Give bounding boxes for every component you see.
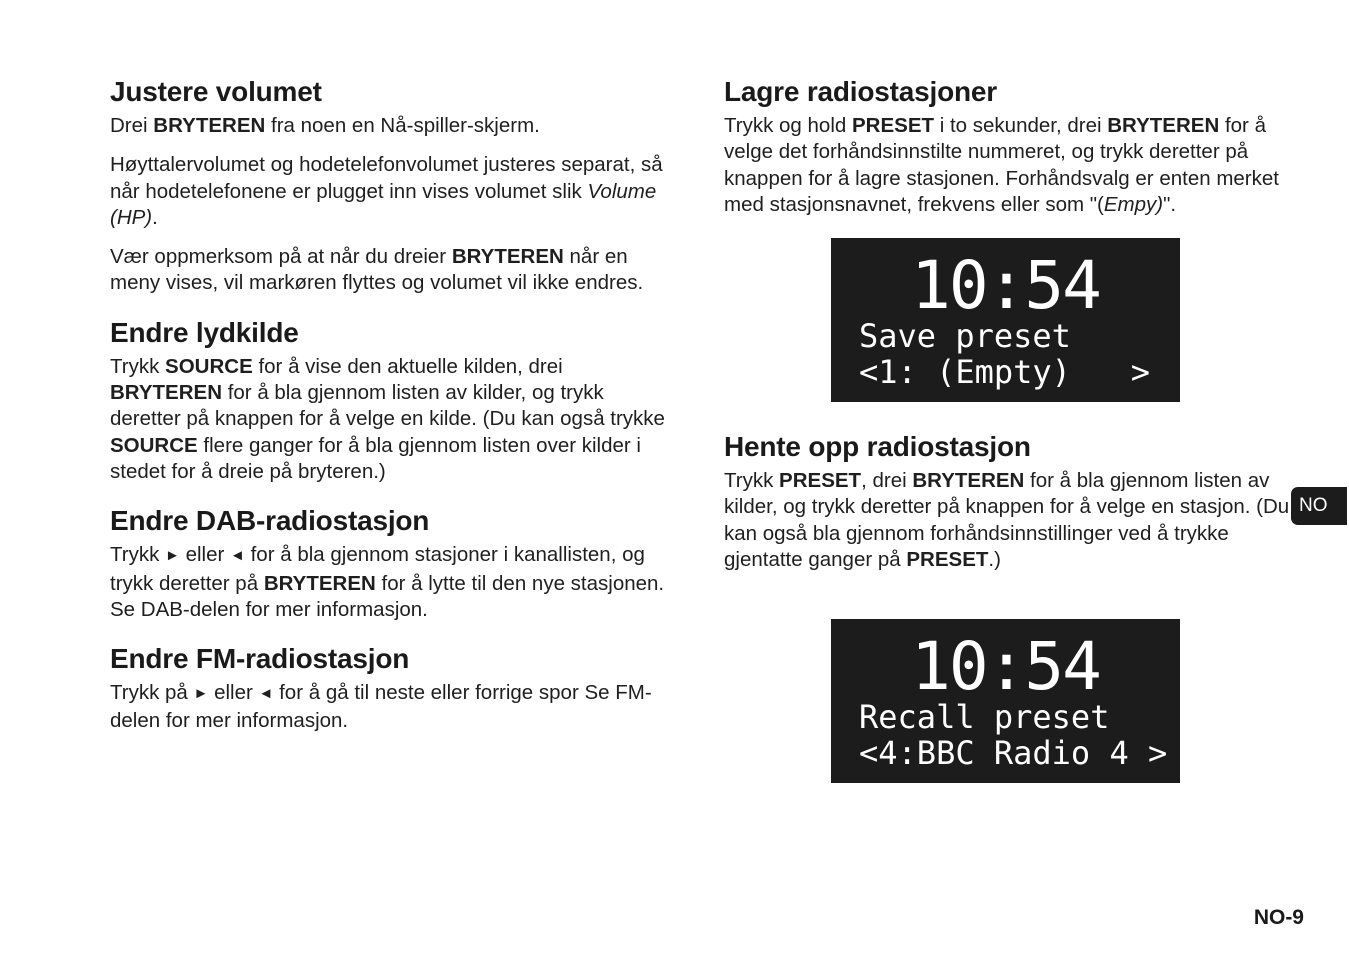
- text: ".: [1163, 192, 1177, 216]
- text: Høyttalervolumet og hodetelefonvolumet justeres separat, så når hodetelefonene er plugget inn vises volumet slik: [110, 153, 663, 203]
- paragraph: [724, 113, 1299, 218]
- paragraph: [110, 152, 670, 231]
- language-tab: NO: [1291, 487, 1347, 525]
- text: Trykk: [724, 469, 780, 492]
- lcd-display-recall-preset: [831, 619, 1180, 783]
- section-save-preset: [724, 74, 1299, 218]
- text: .: [152, 205, 158, 229]
- text: Vær oppmerksom på at når du dreier: [110, 245, 452, 269]
- text: Trykk: [110, 354, 166, 378]
- lcd-line-1: Save preset: [859, 317, 1071, 355]
- bold-term: BRYTEREN: [263, 571, 376, 595]
- bold-term: BRYTEREN: [153, 114, 266, 137]
- text: eller: [208, 681, 259, 705]
- bold-term: BRYTEREN: [1107, 114, 1220, 137]
- section-change-source: [110, 315, 670, 485]
- chevron-right-icon: >: [1130, 353, 1150, 391]
- left-triangle-icon: ◄: [258, 685, 274, 703]
- text: eller: [179, 543, 231, 567]
- lcd-line-2: <1: (Empty): [859, 353, 1071, 391]
- text: når en meny vises, vil markøren flyttes og volumet vil ikke endres.: [110, 245, 644, 295]
- section-adjust-volume: [110, 74, 670, 297]
- heading-adjust-volume: Justere volumet: [110, 76, 322, 107]
- text: Trykk på: [110, 681, 194, 705]
- text: for å bla gjennom listen av kilder, og trykk deretter på knappen for å velge en stasjon. (Du kan også bla gjennom forhåndsinnstillinger ved å trykke gjentatte ganger på: [724, 469, 1290, 571]
- paragraph: [110, 113, 670, 139]
- lcd-line-2: <4:BBC Radio 4 >: [859, 734, 1168, 772]
- section-change-fm: [110, 641, 670, 735]
- text: i to sekunder, drei: [934, 114, 1108, 137]
- bold-term: BRYTEREN: [912, 469, 1025, 492]
- text: .): [988, 547, 1001, 571]
- lcd-line-1: Recall preset: [859, 698, 1110, 736]
- paragraph: [110, 542, 670, 623]
- text: for å vise den aktuelle kilden, drei: [252, 354, 563, 378]
- bold-term: BRYTEREN: [110, 381, 222, 405]
- lcd-display-save-preset: [831, 238, 1180, 402]
- italic-term: Empy): [1103, 192, 1164, 216]
- heading-change-fm: Endre FM-radiostasjon: [110, 643, 410, 675]
- text: flere ganger for å bla gjennom listen over kilder i stedet for å dreie på bryteren.): [110, 433, 641, 483]
- heading-change-dab: Endre DAB-radiostasjon: [110, 505, 430, 537]
- section-recall-preset: [724, 429, 1299, 573]
- lcd-time: 10:54: [911, 247, 1100, 324]
- text: for å gå til neste eller forrige spor Se FM-delen for mer informasjon.: [110, 681, 652, 733]
- text: Trykk og hold: [724, 114, 852, 137]
- right-column: [724, 74, 1299, 236]
- heading-change-source: Endre lydkilde: [110, 316, 299, 348]
- bold-term: PRESET: [906, 547, 989, 571]
- text: for å bla gjennom listen av kilder, og trykk deretter på knappen for å velge en kilde. (Du kan også trykke: [110, 381, 665, 431]
- text: for å lytte til den nye stasjonen. Se DAB-delen for mer informasjon.: [110, 571, 665, 621]
- right-triangle-icon: ►: [193, 685, 209, 703]
- bold-term: PRESET: [779, 469, 862, 492]
- bold-term: SOURCE: [110, 433, 198, 457]
- paragraph: [110, 354, 670, 485]
- left-triangle-icon: ◄: [230, 547, 245, 565]
- text: , drei: [861, 469, 913, 492]
- bold-term: BRYTEREN: [451, 245, 564, 269]
- lcd-time: 10:54: [911, 628, 1100, 705]
- italic-term: Volume (HP): [110, 179, 657, 229]
- text: for å velge det forhåndsinnstilte nummeret, og trykk deretter på knappen for å lagre stasjonen. Forhåndsvalg er enten merket med stasjonsnavnet, frekvens eller som "(: [724, 114, 1279, 216]
- text: Drei: [110, 114, 154, 137]
- text: fra noen en Nå-spiller-skjerm.: [265, 114, 540, 137]
- paragraph: [724, 468, 1299, 573]
- bold-term: SOURCE: [165, 354, 253, 378]
- heading-save-preset: Lagre radiostasjoner: [724, 76, 997, 107]
- left-column: [110, 74, 670, 753]
- paragraph: [110, 680, 670, 735]
- section-change-dab: [110, 503, 670, 623]
- text: Trykk: [110, 543, 166, 567]
- heading-recall-preset: Hente opp radiostasjon: [724, 431, 1031, 462]
- paragraph: [110, 244, 670, 297]
- right-triangle-icon: ►: [165, 547, 180, 565]
- page-number: NO-9: [1253, 906, 1304, 929]
- text: for å bla gjennom stasjoner i kanallisten, og trykk deretter på: [110, 543, 645, 595]
- bold-term: PRESET: [852, 114, 935, 137]
- right-column-lower: [724, 429, 1299, 591]
